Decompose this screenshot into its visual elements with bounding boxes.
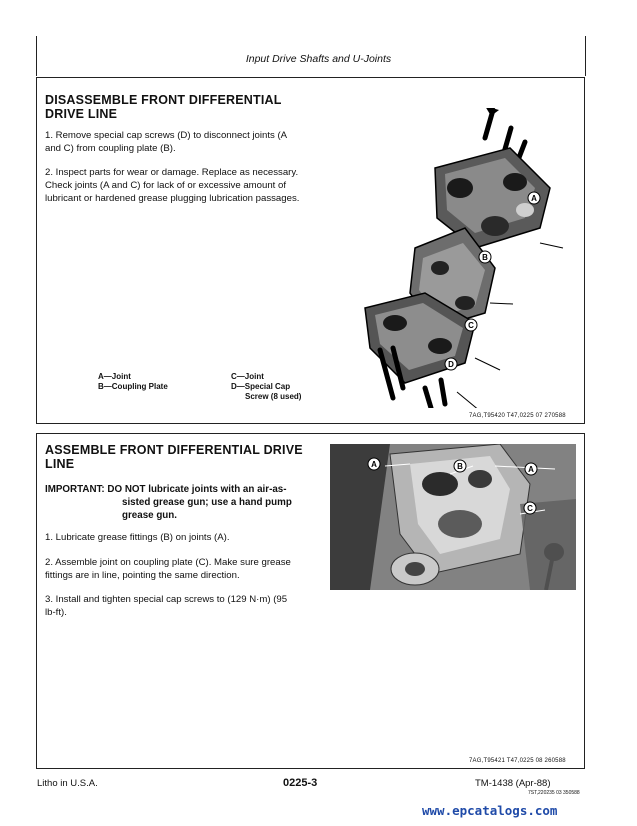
callout-c-circle [464,318,478,332]
section-assemble [36,433,585,769]
callout-c: C [468,321,474,330]
section-disassemble [36,77,585,424]
step-2: 2. Inspect parts for wear or damage. Replace as necessary. Check joints (A and C) for lack of or excessive amount of lubricant or hardened grease plugging lubrication passages. [45,167,300,204]
photo-callout-b [453,459,467,473]
callout-d: D [448,360,454,369]
assemble-step-2: 2. Assemble joint on coupling plate (C). Make sure grease fittings are in line, pointing the same direction. [45,557,291,581]
assemble-step-3: 3. Install and tighten special cap screws to (129 N·m) (95 lb-ft). [45,594,288,618]
callout-b: B [482,253,488,262]
callout-d-circle [444,357,458,371]
legend-b: B—Coupling Plate [98,382,168,391]
section-title-assemble-2: LINE [45,457,75,471]
photo-callout-c [523,501,537,515]
section-title-assemble-1: ASSEMBLE FRONT DIFFERENTIAL DRIVE [45,443,303,457]
legend-d-2: Screw (8 used) [245,392,302,401]
page-number: 0225-3 [283,777,318,789]
manual-number: TM-1438 (Apr-88) [475,778,551,789]
photo-callout-a-right [524,462,538,476]
footer-litho: Litho in U.S.A. [37,778,98,789]
legend-c: C—Joint [231,372,264,381]
watermark-link[interactable]: www.epcatalogs.com [422,803,558,818]
footer-code: 7ST,220235 03 350588 [528,790,580,796]
section-title-disassemble-1: DISASSEMBLE FRONT DIFFERENTIAL [45,93,282,107]
figure-code-1: 7AG,T95420 T47,0225 07 270588 [469,413,566,419]
svg-text:A: A [528,465,534,474]
callout-a: A [531,194,537,203]
svg-text:C: C [527,504,533,513]
important-note: IMPORTANT: DO NOT lubricate joints with an air-as- sisted grease gun; use a hand pump grease gun. [45,484,292,521]
svg-text:A: A [371,460,377,469]
svg-text:B: B [457,462,463,471]
figure-code-2: 7AG,T95421 T47,0225 08 260588 [469,758,566,764]
legend-a: A—Joint [98,372,131,381]
callout-b-circle [478,250,492,264]
callout-a-circle [527,191,541,205]
legend-d-1: D—Special Cap [231,382,291,391]
assemble-step-1: 1. Lubricate grease fittings (B) on joints (A). [45,532,230,543]
page-header: Input Drive Shafts and U-Joints [245,53,392,65]
section-title-disassemble-2: DRIVE LINE [45,107,118,121]
photo-callout-a-left [367,457,381,471]
step-1: 1. Remove special cap screws (D) to disconnect joints (A and C) from coupling plate (B). [45,130,288,154]
